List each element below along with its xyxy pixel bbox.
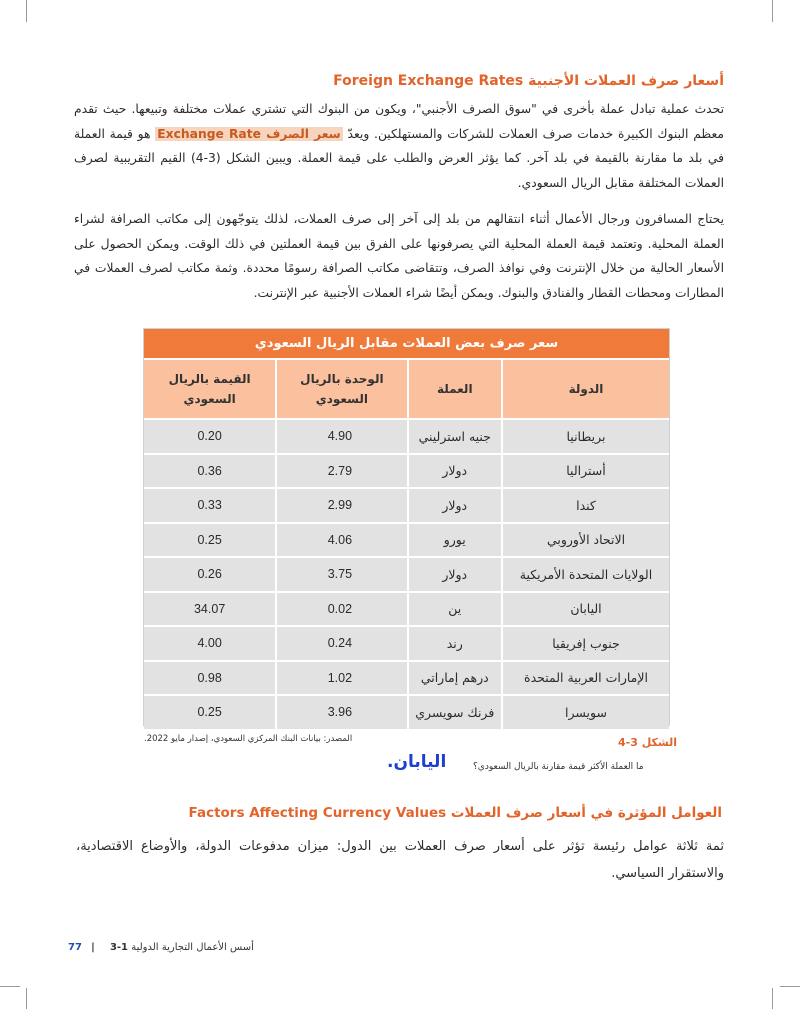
cell-unit-sar: 0.24 [275, 625, 406, 660]
cell-currency: يورو [407, 522, 502, 557]
paragraph-text: تحدث عملية تبادل عملة بأخرى في "سوق الصرف الأجنبي"، ويكون من البنوك التي تشتري عملات مختلفة وتبيعها. حيث تقدم معظم البنوك الكبيرة خدمات صرف العملات للشركات والمستهلكين. ويعدّ [74, 102, 724, 141]
table-row [144, 418, 669, 453]
header-unit-sar: الوحدة بالريال السعودي [275, 358, 406, 418]
cell-country: الاتحاد الأوروبي [501, 522, 669, 557]
cell-currency: درهم إماراتي [407, 660, 502, 695]
figure-question: ما العملة الأكثر قيمة مقارنة بالريال السعودي؟ [473, 762, 644, 772]
cell-unit-sar: 4.06 [275, 522, 406, 557]
cell-country: اليابان [501, 591, 669, 626]
cell-country: بريطانيا [501, 418, 669, 453]
cell-country: جنوب إفريقيا [501, 625, 669, 660]
handwritten-answer: اليابان. [387, 752, 447, 772]
crop-mark [772, 988, 773, 1009]
cell-country: أستراليا [501, 453, 669, 488]
cell-value-sar: 0.26 [144, 556, 275, 591]
cell-value-sar: 0.25 [144, 522, 275, 557]
figure-label: الشكل 3-4 [618, 736, 678, 749]
chapter-number: 3-1 [109, 942, 129, 953]
cell-currency: دولار [407, 487, 502, 522]
table-row [144, 591, 669, 626]
cell-country: كندا [501, 487, 669, 522]
cell-currency: ين [407, 591, 502, 626]
page-footer [68, 942, 254, 953]
cell-unit-sar: 2.79 [275, 453, 406, 488]
table-row [144, 487, 669, 522]
section-heading-factors: العوامل المؤثرة في أسعار صرف العملات Factors Affecting Currency Values [188, 805, 722, 821]
cell-country: سويسرا [501, 694, 669, 729]
cell-unit-sar: 2.99 [275, 487, 406, 522]
paragraph-factors: ثمة ثلاثة عوامل رئيسة تؤثر على أسعار صرف العملات بين الدول: ميزان مدفوعات الدولة، والأوضاع الاقتصادية، والاستقرار السياسي. [76, 839, 724, 881]
footer-separator: | [91, 942, 95, 953]
cell-currency: دولار [407, 556, 502, 591]
cell-value-sar: 4.00 [144, 625, 275, 660]
cell-unit-sar: 3.96 [275, 694, 406, 729]
cell-unit-sar: 1.02 [275, 660, 406, 695]
cell-country: الإمارات العربية المتحدة [501, 660, 669, 695]
crop-mark [26, 0, 27, 22]
cell-value-sar: 0.20 [144, 418, 275, 453]
cell-value-sar: 0.36 [144, 453, 275, 488]
currency-table-container [143, 328, 670, 726]
paragraph-travelers: يحتاج المسافرون ورجال الأعمال أثناء انتقالهم من بلد إلى آخر إلى صرف العملات، لذلك يتوجّهون إلى مكاتب الصرافة لشراء العملة المحلية. وتعتمد قيمة العملة المحلية التي يصرفونها على الفرق بين قيمة العملتين في ذلك الوقت. ويمكن الحصول على الأسعار الحالية من خلال الإنترنت وفي نوافذ الصرف، وتتقاضى مكاتب الصرافة رسومًا محددة. وثمة مكاتب لصرف العملات في المطارات ومحطات القطار والفنادق والبنوك. ويمكن أيضًا شراء العملات الأجنبية عبر الإنترنت. [74, 212, 724, 300]
table-row [144, 556, 669, 591]
cell-currency: جنيه استرليني [407, 418, 502, 453]
cell-unit-sar: 3.75 [275, 556, 406, 591]
cell-value-sar: 0.25 [144, 694, 275, 729]
header-value-sar: القيمة بالريال السعودي [144, 358, 275, 418]
highlighted-term: سعر الصرف Exchange Rate [157, 126, 341, 141]
table-body [144, 418, 669, 729]
chapter-title: أسس الأعمال التجارية الدولية [131, 942, 254, 953]
section-heading-foreign-exchange: أسعار صرف العملات الأجنبية Foreign Exchange Rates [333, 73, 724, 89]
paragraph-exchange-intro [74, 97, 724, 195]
cell-currency: رند [407, 625, 502, 660]
table-row [144, 694, 669, 729]
table-row [144, 660, 669, 695]
cell-currency: دولار [407, 453, 502, 488]
source-note: المصدر: بيانات البنك المركزي السعودي، إصدار مايو 2022. [144, 734, 353, 744]
cell-value-sar: 0.98 [144, 660, 275, 695]
cell-unit-sar: 0.02 [275, 591, 406, 626]
page-number: 77 [68, 942, 82, 953]
cell-value-sar: 34.07 [144, 591, 275, 626]
cell-country: الولايات المتحدة الأمريكية [501, 556, 669, 591]
crop-mark [772, 0, 773, 22]
crop-mark [26, 988, 27, 1009]
table-row [144, 625, 669, 660]
crop-mark [0, 986, 20, 987]
table-title: سعر صرف بعض العملات مقابل الريال السعودي [144, 329, 669, 358]
crop-mark [780, 986, 800, 987]
table-row [144, 453, 669, 488]
cell-value-sar: 0.33 [144, 487, 275, 522]
currency-table [144, 329, 669, 729]
header-currency: العملة [407, 358, 502, 418]
paragraph-text: هو قيمة العملة في بلد ما مقارنة بالقيمة في بلد آخر. كما يؤثر العرض والطلب على قيمة العملة. ويبين الشكل (3-4) القيم التقريبية لصرف العملات المختلفة مقابل الريال السعودي. [74, 126, 724, 190]
cell-unit-sar: 4.90 [275, 418, 406, 453]
cell-currency: فرنك سويسري [407, 694, 502, 729]
header-country: الدولة [501, 358, 669, 418]
table-row [144, 522, 669, 557]
